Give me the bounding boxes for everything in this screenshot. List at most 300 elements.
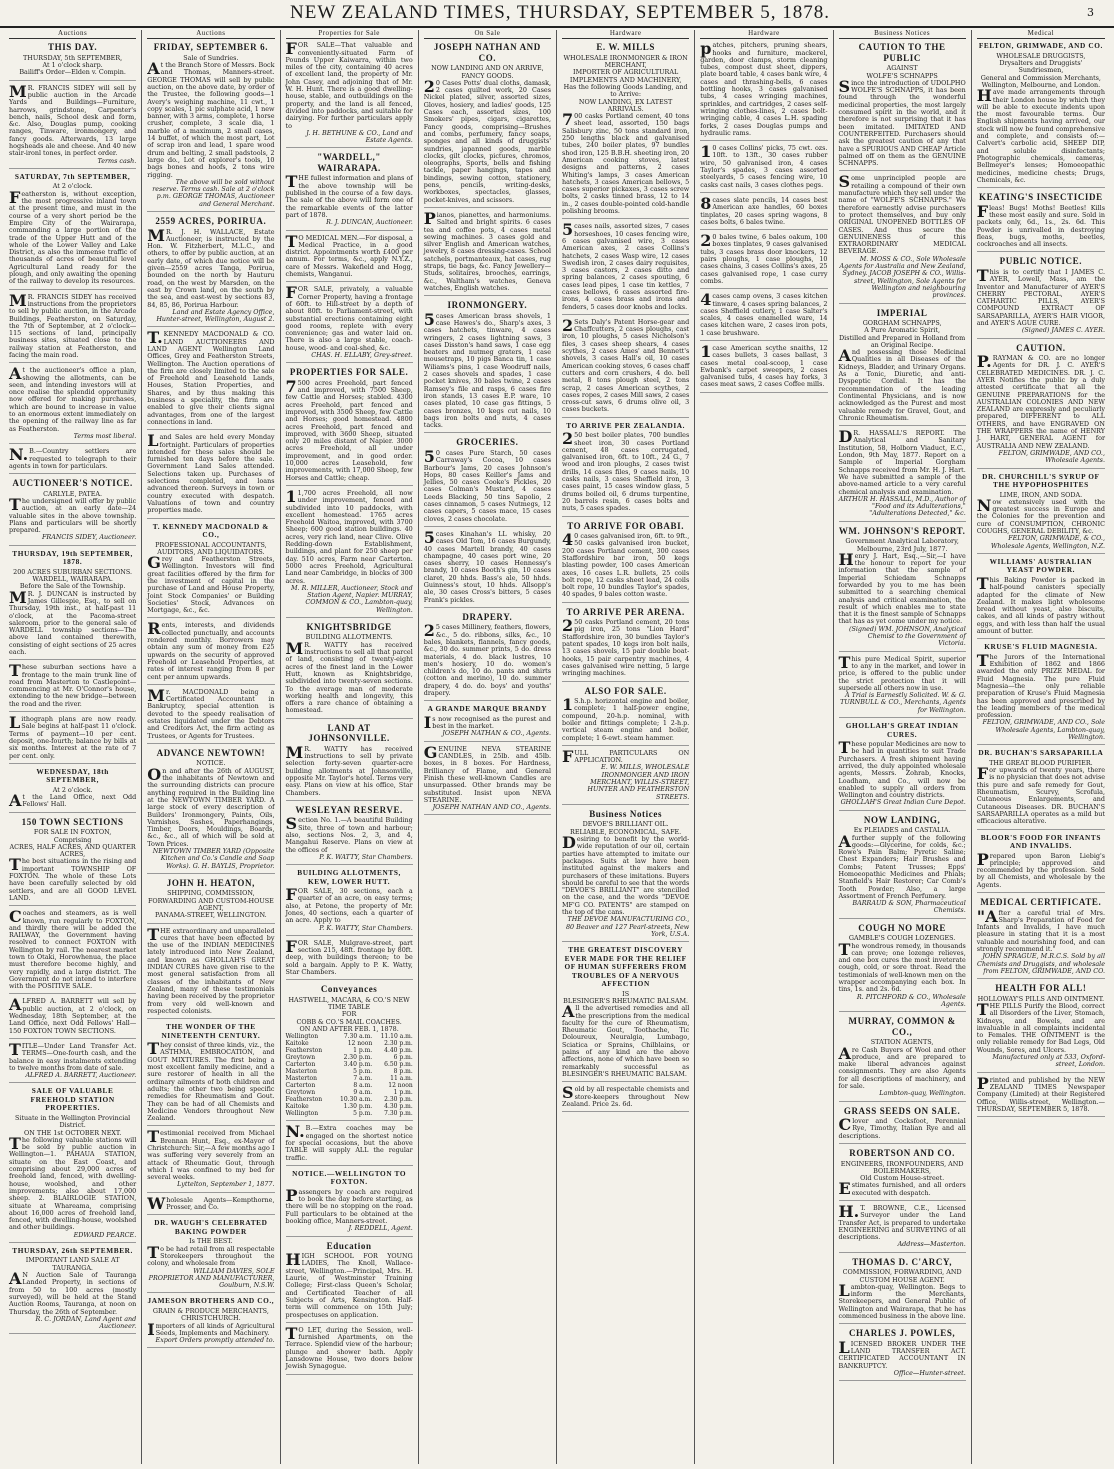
ad-heading: THE WONDER OF THE NINETEENTH CENTURY.	[161, 1022, 261, 1040]
advertisement	[147, 1297, 274, 1348]
ad-body: FOR SALE, Mulgrave-street, part section 215, 48ft. frontage by 80ft. deep, with buildings thereon; to be sold a bargain. Apply to P. K. Watty, Star Chambers.	[285, 936, 413, 977]
advertisement	[424, 705, 551, 741]
advertisement	[9, 817, 136, 906]
ad-heading: WILLIAMS' AUSTRALIAN YEAST POWDER.	[989, 556, 1093, 575]
advertisement	[838, 427, 966, 522]
timetable-cell: Masterton	[285, 1075, 318, 1083]
ad-signature: M. R. MILLER, Auctioneer, Stock and Station Agent, Napier. MURRAY, COMMON & CO., Lambton-quay, Wellington.	[291, 583, 413, 614]
timetable-cell: 2.30 p.m.	[343, 1054, 373, 1062]
advertisement	[147, 1219, 274, 1293]
ad-body: For upwards of twenty years, there is no physician that does not advise this pure and safe remedy for Gout, Rheumatism, Scurvy, Scrofula, Cutaneous Enlargements, and Cutaneous Diseases. DR. BUCHAN'S SARSAPARILLA operates as a mild but efficacious alterative.	[976, 764, 1105, 826]
ad-heading: KNIGHTSBRIDGE	[306, 621, 392, 632]
ad-body: To be had retail from all respectable Storekeepers throughout the colony, and wholesale from	[147, 1242, 275, 1268]
page-marker: 3	[1087, 6, 1094, 19]
ad-body: FULL PARTICULARS ON APPLICATION.	[562, 746, 690, 766]
ad-signature: (Signed) JAMES C. AYER.	[1021, 326, 1105, 335]
newspaper-title: NEW ZEALAND TIMES, THURSDAY, SEPTEMBER 5, 1878.	[290, 2, 830, 23]
ad-body: N.B.—Extra coaches may be engaged on the shortest notice for special occasions, but the above TABLE will supply ALL the regular traffic.	[285, 1122, 413, 1162]
timetable-cell: 2.30 p.m.	[384, 1040, 413, 1048]
advertisement	[9, 768, 136, 813]
masthead	[0, 0, 1114, 28]
ad-body: This Baking Powder is packed in half-pound canisters specially adapted for the climate of New Zealand. It makes light wholesome bread without yeast, also biscuits, cakes, and all kinds of pastry without eggs, and with less than half the usual amount of butter.	[976, 573, 1105, 635]
advertisement	[286, 723, 413, 801]
advertisement	[839, 815, 966, 919]
timetable-cell: 4.40 p.m.	[384, 1047, 413, 1055]
ad-body: Printed and published by the NEW ZEALAND TIMES Newspaper Company (Limited) at their Registered Office, Willis-street, Wellington.—THURSDAY, SEPTEMBER 5, 1878.	[976, 1073, 1105, 1113]
ad-subheading: ENGINEERS, IRONFOUNDERS, AND BOILERMAKERS,	[840, 1159, 964, 1175]
advertisement	[700, 231, 828, 289]
ad-signature: JOSEPH NATHAN & CO., Agents.	[442, 729, 551, 738]
timetable-cell: 1 p.m.	[353, 1047, 373, 1055]
ad-heading: TO ARRIVE PER ARENA.	[566, 606, 685, 617]
ad-subheading: LIME, IRON, AND SODA.	[999, 490, 1083, 499]
advertisement	[839, 1328, 966, 1381]
ad-subheading: PROFESSIONAL ACCOUNTANTS, AUDITORS, AND LIQUIDATORS.	[155, 540, 267, 556]
column-section-head: On Sale	[424, 30, 551, 39]
advertisement	[9, 995, 137, 1038]
ad-subheading: HASTWELL, MACARA, & CO.'S NEW TIME TABLE	[288, 995, 410, 1012]
column-section-head: Hardware	[700, 30, 827, 39]
ad-body: Desiring to benefit by the world-wide reputation of our oil, certain parties have attempted to imitate our packages. Suits at law have been instituted against the makers and purchasers of these imitations. Buyers should be careful to see that the words "DEVOE'S BRILLIANT" are stencilled on the case, and the words "DEVOE MF'G CO. PATENTS" are stamped on the top of the cans.	[562, 833, 690, 916]
advertisement	[838, 652, 966, 718]
advertisement	[147, 431, 275, 518]
ad-heading: FRIDAY, SEPTEMBER 6.	[153, 42, 269, 53]
timetable-cell: Greytown	[285, 1089, 316, 1097]
advertisement	[147, 878, 274, 924]
ad-body: DR. HASSALL'S REPORT. The Analytical and Sanitary Institution, 58, Holborn Viaduct, E.C., London, 9th May, 1877. Report on a Sample of Imperial Gorgham Schnapps received from Mr. H. J. Hart. We have submitted a sample of the above-named article to a very careful chemical analysis and examination.	[838, 427, 966, 496]
advertisement	[977, 256, 1105, 338]
ad-subheading: Bailiff's Order—Elden v. Compin.	[19, 68, 126, 77]
advertisement	[977, 343, 1105, 469]
advertisement	[839, 308, 966, 427]
advertisement	[147, 1127, 275, 1192]
ad-signature: Land and Estate Agency Office, Hunter-street, Wellington, August 2.	[156, 307, 275, 324]
column-section-head: Properties for Sale	[286, 30, 413, 39]
advertisement	[839, 42, 966, 171]
ad-subheading: NOW LANDING, EX LATEST ARRIVALS.	[578, 97, 673, 113]
ad-signature: (Signed) WM. JOHNSON, Analytical Chemist to the Government of Victoria.	[848, 624, 966, 648]
ad-body: Importers of all kinds of Agricultural Seeds, Implements and Machinery.	[147, 1319, 275, 1339]
ad-heading: Education	[326, 1240, 372, 1251]
advertisement	[286, 367, 413, 486]
ad-signature: Lambton-quay, Wellington.	[879, 1089, 966, 1098]
timetable-cell: 11 a.m.	[390, 1075, 413, 1083]
ad-body: Prepared upon Baron Liebig's principle; approved and recommended by the profession. Sold by all Chemists, and wholesale by the Agents.	[976, 849, 1105, 889]
timetable-cell: Kaitoke	[285, 1103, 309, 1111]
advertisement	[839, 923, 966, 1012]
ad-subheading: HOLLOWAY'S PILLS AND OINTMENT.	[977, 994, 1105, 1003]
ad-heading: GHOLLAH'S GREAT INDIAN CURES.	[845, 721, 959, 739]
ad-signature: FELTON, GRIMWADE, AND CO., Sole Wholesale Agents, Lambton-quay, Wellington.	[982, 718, 1105, 742]
column-section-head: Auctions	[147, 30, 274, 39]
ad-heading: E. W. MILLS	[596, 42, 655, 53]
ad-heading: PUBLIC NOTICE.	[999, 256, 1083, 267]
ad-body: These popular Medicines are now to be had in quantities to suit Trade Purchasers. A fresh shipment having arrived, the duly appointed wholesale agents, Messrs. Zohrab, Knocks, Loadham, and Co., will now be enabled to supply all orders from Wellington and country districts.	[838, 738, 966, 800]
ad-signature: JOHN SPRAGUE, M.R.C.S. Sold by all Chemists and Druggists, and wholesale from FELTON, GRIMWADE, AND CO.	[976, 952, 1105, 975]
advertisement	[839, 1106, 966, 1144]
ad-body: MR. WATTY has received instructions to sell all that parcel of land, consisting of twenty-eight acres of the finest land in the Lower Hutt, known as Knightsbridge, subdivided into twenty-seven sections. To the average man of moderate working health and longevity, this offers a rare chance of obtaining a homestead.	[285, 638, 413, 715]
ad-body: This is to certify that I JAMES C. AYER, Lowell, Mass, am the Inventor and Manufacturer of AYER'S CHERRY PECTORAL, AYER'S CATHARTIC PILLS, AYER'S COMPOUND EXTRACT OF SARSAPARILLA, AYER'S HAIR VIGOR, and AYER'S AGUE CURE.	[976, 265, 1105, 327]
ad-heading: CHARLES J. POWLES,	[848, 1328, 956, 1339]
timetable-cell: 6 p.m.	[393, 1054, 413, 1062]
ad-subheading: Situate in the Wellington Provincial District.	[15, 1113, 131, 1130]
ad-body: 20 Cases Potts' dual cloths, damask, 2 cases quilted work, 20 Cases Nickel plated, silver, assorted sizes, Gloves, hosiery, and ladies' goods, 125 Cases each, assorted sizes, 100 Smokers' pipes, cigars, cigarettes, Fancy goods, comprising—Brushes and combs, perfumery, fancy soaps, sponges and all kinds of druggists' sundries, japanned goods, marble clocks, gilt clocks, pictures, chromos, oleographs, Sports, bells and fishing tackle, paper hangings, tapes and bindings, sewing cotton, stationery, pens, pencils, writing-desks, workboxes, spectacles, glasses, pocket-knives, and scissors.	[423, 76, 551, 204]
ad-body: Grey and Featherston Streets, Wellington. Investors will find great facilities offered by the firm for the investment of capital in the purchase of Land and House Property, Joint Stock Companies' or Building Societies' Stock, Advances on Mortgage, &c., &c.	[147, 553, 275, 615]
ad-body: H.T. BROWNE, C.E., Licensed Surveyor under the Land Transfer Act, is prepared to undertake ENGINEERING and SURVEYING of all descriptions.	[838, 1202, 966, 1242]
ad-body: Pianos, pianettes, and harmoniums. Salted and bright spirits. 6 cases tea and coffee pots, 4 cases metal sewing machines. 3 cases gold and silver English and American watches, jewelry, 8 cases dressing-cases. School satchels, portmanteaux, hat cases, rug straps, tie bags, &c. Fancy Jewellery—Studs, solitaires, brooches, earrings, &c., Waltham's watches, Geneva watches, English watches.	[423, 208, 551, 292]
advertisement	[700, 39, 828, 141]
ad-subheading: WHOLESALE DRUGGISTS,	[996, 51, 1086, 60]
ad-body: MR. J. H. WALLACE, Estate Auctioneer, is instructed by the Hon. W. Fitzherbert, M.L.C., and others, to offer by public auction, at an early date, of which due notice will be given—2559 acres Tanga, Porirua, bounded on the north by Hauturu road, on the west by Marsden, on the east by Crown land, on the south by the sea, and east-west by sections 83, 84, 85, 86, Porirua Harbour.	[147, 225, 275, 309]
ad-body: "After a careful trial of Mrs. Sharp's Preparation of Food for Infants and Invalids, I have much pleasure in stating that it is a most valuable and nourishing food, and can strongly recommend it."	[976, 906, 1105, 953]
ad-signature: P. K. WATTY, Star Chambers.	[319, 923, 413, 932]
ad-signature: JOSEPH NATHAN AND CO., Agents.	[432, 803, 551, 812]
advertisement	[285, 1323, 413, 1375]
advertisement	[977, 897, 1105, 979]
ad-subheading: THE GREAT BLOOD PURIFIER.	[989, 758, 1093, 767]
ad-subheading: Distilled and Prepared in Holland from an Original Recipe.	[839, 333, 966, 349]
ad-heading: IMPERIAL	[876, 307, 928, 318]
ad-body: 5cases American brass shovels, 1 case Hawes's do., Sharp's axes, 3 cases hatchets, tinware, 4 cases wringers, 2 cases lightning saws, 3 cases Disston's hand saws, 1 case egg beaters and nutmeg graters, 1 case mousetraps, 10 pigs Banca tin, 1 case Wiliams's pins, 1 case Woodruff nails, 2 cases shovels and spades, 1 case pocket knives, 30 bales twine, 2 cases Ramsey's file and rasps, 6 cases fire iron stands, 13 cases E.P. ware, 10 cases plated, 10 case gas fittings, 5 cases bronzes, 10 kegs cut nails, 10 bags iron bolts and nuts, 4 cases tacks.	[423, 309, 551, 430]
timetable-cell: Wellington	[285, 1110, 319, 1118]
ad-subheading: NOTICE.	[196, 759, 226, 768]
ad-subheading: GAMBLE'S COUGH LOZENGES.	[848, 934, 956, 943]
column-7	[834, 30, 972, 1464]
advertisement	[977, 983, 1105, 1072]
ad-subheading: AGAINST	[886, 64, 918, 73]
ad-body: The following valuable stations will be sold by public auction in Wellington—1. PAHAUA STATION, situate on the East Coast, and comprising about 29,000 acres of freehold land, fenced, with dwelling-house, woolshed, and other improvements; also about 17,000 sheep. 2. BLAIRLOGIE STATION, situate at Whareama, comprising about 16,000 acres of freehold land, fenced, with dwelling-house, woolshed and other buildings.	[9, 1133, 137, 1232]
timetable-cell: 6.50 p.m.	[384, 1061, 413, 1069]
ad-subheading: At 1 o'clock sharp.	[42, 61, 103, 70]
advertisement	[838, 1202, 966, 1253]
timetable-cell: 5 p.m.	[353, 1068, 373, 1076]
ad-signature: R. PITCHFORD & CO., Wholesale Agents.	[856, 992, 966, 1008]
ad-heading: MEDICAL CERTIFICATE.	[980, 897, 1102, 908]
ad-body: Wholesale Agents—Kempthorne, Prosser, and Co.	[147, 1193, 275, 1213]
advertisement	[285, 283, 413, 363]
ad-heading: DR. BUCHAN'S SARSAPARILLA	[978, 748, 1104, 758]
ad-heading: THIS DAY.	[47, 42, 98, 53]
ad-signature: J. H. BETHUNE & CO., Land and Estate Agents.	[306, 128, 413, 145]
ad-signature: The above will be sold without reserve. Terms cash. Sale at 2 o'clock p.m. GEORGE THOMAS, Auctioneer and General Merchant.	[152, 177, 275, 208]
advertisement	[977, 834, 1105, 893]
ad-signature: Export Orders promptly attended to.	[155, 1336, 275, 1345]
advertisement	[147, 685, 275, 744]
ad-body: All the advertised remedies and all the prescriptions from the medical faculty for the cure of Rheumatism, Rheumatic Gout, Toothache, Tic Doloureux, Neuralgia, Lumbago, Sciatica or Sprains, Chilblains, or pains of any kind are the above affections, none of which have been so remarkably successful as BLESINGER'S RHEUMATIC BALSAM.	[562, 1002, 690, 1078]
ad-body: patches, pitchers, pruning shears, hooks and furniture, mackerel, garden, door clamps, storm cleaning tubes, compost dust sheet, dippers, plate board table, 4 cases bank wire, 4 cases and thrashing-bells, 6 cases bottling hooks, 3 cases galvanised tubs, 4 cases wringing machines, sprinkles, and cartridges, 2 cases self-wringing clothes-lines, 2 cases bolt-wringing cable, 4 cases L.H. spading forks, 2 cases Douglas pumps and hydraulic rams.	[700, 39, 828, 137]
advertisement	[976, 1073, 1105, 1117]
ad-body: Now extensively used with the greatest success in Europe and the Colonies for the prevention and cure of CONSUMPTION, CHRONIC COUGHS, GENERAL DEBILITY, &c.	[976, 495, 1105, 536]
ad-subheading: FORWARDING AND CUSTOM-HOUSE AGENT,	[147, 896, 274, 912]
timetable-cell: 2.30 p.m.	[384, 1096, 413, 1104]
timetable-cell: Featherston	[285, 1047, 323, 1055]
ad-body: The best situations in the rising and important TOWNSHIP OF FOXTON. The whole of these Lots have been carefully selected by old settlers, and are all GOOD LEVEL LAND.	[9, 855, 137, 902]
timetable-cell: 12 noon	[347, 1040, 373, 1048]
advertisement	[9, 550, 136, 661]
advertisement	[424, 42, 551, 208]
ad-subheading: WHOLESALE IRONMONGER & IRON MERCHANT,	[563, 53, 688, 70]
ad-heading: DR. WAUGH'S CELEBRATED BAKING POWDER	[154, 1218, 268, 1236]
advertisement	[286, 984, 413, 1121]
ad-body: Clover and Cocksfoot, Perennial Rye, Timothy, Italian Rye and all descriptions.	[838, 1115, 966, 1140]
advertisement	[424, 300, 551, 433]
ad-body: MR. J. DUNCAN is instructed by James Gillespie, Esq., to sell on Thursday, 19th inst., at half-past 11 o'clock, at the Pacoma-street saleroom, prior to the general sale of WARDELL township sections—The above land contained therewith, consisting of eight sections of 25 acres each.	[9, 587, 137, 656]
advertisement	[977, 749, 1105, 829]
ad-body: THE extraordinary and unparalleled cures that have been effected by the use of the INDIAN MEDICINES lately introduced into New Zealand, and known as GHOLLAH'S GREAT INDIAN CURES have given rise to the most general satisfaction from all classes of the inhabitants of New Zealand, many of these testimonials having been received by the proprietor from very old well-known and respected colonists.	[147, 924, 275, 1015]
ad-signature: A Trial is Earnestly Solicited. W. & G. TURNBULL & CO., Merchants, Agents for Wellington.	[840, 691, 966, 714]
ad-subheading: BLESINGER'S RHEUMATIC BALSAM.	[563, 996, 689, 1005]
timetable-row	[286, 1103, 413, 1110]
timetable-cell: 10.30 a.m.	[340, 1096, 373, 1104]
ad-body: 40 cases galvanised iron, 6ft. to 9ft., 50 casks galvanised iron bucket, 200 cases Portland cement, 300 cases Staffordshire bar iron, 50 kegs blasting powder, 100 cases American axes, 16 cases L.R. bullets, 25 coils bolt rope, 12 casks sheet lead, 24 coils bolt rope, 10 bundles Taylor's spades, 40 spades, 9 bales cotton waste.	[562, 530, 690, 599]
ad-body: Estimates furnished, and all orders executed with despatch.	[838, 1179, 966, 1199]
ad-subheading: Wellington, Melbourne, and London.	[981, 80, 1101, 89]
advertisement	[286, 869, 413, 936]
ad-subheading: FANCY GOODS.	[461, 71, 514, 80]
ad-heading: MURRAY, COMMON & CO.,	[848, 1016, 956, 1037]
ad-subheading: IS	[622, 989, 630, 998]
ad-heading: LAND AT JOHNSONVILLE.	[308, 722, 390, 744]
timetable-cell: 4.30 p.m.	[384, 1103, 413, 1111]
advertisement	[9, 42, 136, 80]
coach-timetable	[286, 1033, 413, 1117]
ad-subheading: THURSDAY, 5th SEPTEMBER,	[23, 53, 123, 62]
ad-heading: BLOOR'S FOOD FOR INFANTS AND INVALIDS.	[980, 832, 1102, 851]
ad-subheading: Sale of Sundries.	[183, 53, 239, 62]
ad-body: Passengers by coach are required to book the day before starting, as there will be no stopping on the road. Full particulars to be obtained at the booking office, Manners-street.	[285, 1185, 413, 1226]
ad-heading: GROCERIES.	[456, 437, 519, 448]
ad-heading: "WARDELL," WAIRARAPA.	[317, 152, 381, 173]
ad-body: Featherston is, without exception, the most progressive inland town at the present time, and must in the course of a very short period be the Empire City of the Wairarapa, commanding a large portion of the trade of the Upper Hutt and of the whole of the Lower Valley and Lake District, as also the immense traffic of thousands of acres of beautiful level Agricultural Land ready for the plough, and only awaiting the opening of the railway to develop its resources.	[9, 187, 137, 286]
ad-body: 250 best boiler plates, 700 bundles sheet iron, 30 cases Portland cement, 48 cases corrugated, galvanised iron, 6ft. to 10ft., 24 G., 7 wood and iron ploughs, 2 cases twist drills, 14 cases files, 9 cases nails, 10 casks nails, 3 cases Sheffield iron, 3 cases paint, 15 cases window glass, 5 drums boiled oil, 6 drums turpentine, 20 barrels resin, 6 cases bolts and nuts, 5 cases spades.	[562, 429, 690, 513]
ad-body: Lithograph plans are now ready. Sale begins at half-past 11 o'clock. Terms of payment—10 per cent. deposit, one-fourth; balance by bills at six months. Interest at the rate of 7 per cent. only.	[9, 713, 137, 760]
ad-body: The Jurors of the International Exhibition of 1862 and 1866 awarded the only PRIZE MEDAL for Fluid Magnesia. The pure Fluid Magnesia—the only reliable preparation of Kruse's Fluid Magnesia has been approved and prescribed by the leading members of the medical profession.	[976, 650, 1105, 720]
ad-subheading: ON AND AFTER FEB. 1, 1878.	[299, 1025, 399, 1034]
ad-subheading: CARLYLE, PATEA.	[43, 489, 103, 498]
ad-body: Have made arrangements through their London house by which they will be able to execute indents upon the most favourable terms. Our English shipments having arrived, our stock will now be found comprehensive and complete, and consists of:—Calvert's carbolic acid, SHEEP DIP, and soluble disinfectants; Photographic chemicals, cameras, Bellmeyer's lenses; Homoeopathic medicines, medicine chests; Drugs, Chemicals, &c.	[976, 86, 1105, 184]
ad-signature: Office—Hunter-street.	[893, 1369, 966, 1378]
ad-subheading: Is THE BEST.	[189, 1237, 233, 1246]
ad-body: The undersigned will offer by public auction, at an early date—24 valuable sites in the above township. Plans and particulars will be shortly prepared.	[9, 494, 137, 535]
ad-subheading: At 2 o'clock.	[52, 785, 93, 794]
ad-body: 7500 acres Freehold, part fenced and improved, with 7500 Sheep, few Cattle and Horses; stabled. 4300 acres Freehold, part fenced and improved, with 3500 Sheep, few Cattle and Horses; good homestead. 4800 acres Freehold, part fenced and improved, with 3600 Sheep, situated only 20 miles distant of Napier. 3000 acres Freehold, all under improvement, and in good order. 10,000 acres Leasehold, few improvements, with 17,000 Sheep, few Horses and Cattle; cheap.	[285, 376, 413, 482]
ad-subheading: BUILDING ALLOTMENTS.	[305, 633, 393, 642]
ad-heading: Conveyances	[320, 984, 378, 995]
ad-heading: WESLEYAN RESERVE.	[295, 804, 403, 815]
ad-body: Afurther supply of the following goods:—Glycerine, for colds, &c.; Rowe's Pain Balm; Pyretic Saline; Chest Expanders; Hair Brushes and Combs; Patent Trusses; Epps' Homoeopathic Medicines and Phials; Stanfield's Hair Restorer; Car Comb's Tooth Powder; Also, a large Assortment of French Perfumery.	[838, 831, 966, 900]
ad-heading: CAUTION.	[1016, 342, 1066, 353]
ad-body: GENUINE NEVA STEARINE CANDLES, in 25lb. and 45lb. boxes, in 8 boxes. For Hardness, Brilliancy of Flame, and General Finish these well-known Candles are unsurpassed. Other brands may be substituted. Insist upon NEVA STEARINE.	[423, 742, 551, 804]
timetable-cell: 1.30 p.m.	[343, 1103, 373, 1111]
advertisement	[286, 152, 413, 230]
advertisement	[285, 486, 413, 618]
ad-body: THE PILLS Purify the Blood, correct all Disorders of the Liver, Stomach, Kidneys, and Bowels, and are invaluable in all complaints incidental to Females. THE OINTMENT is the only reliable remedy for Bad Legs, Old Wounds, Sores, and Ulcers.	[976, 999, 1105, 1054]
advertisement	[9, 445, 137, 474]
column-section-head: Business Notices	[839, 30, 966, 39]
ad-body: At the auctioneer's office a plan, showing the allotments, can be seen, and intending investors will at once realise the splendid opportunity now offered for making purchases, which are bound to increase in value to an enormous extent immediately on the opening of the railway line as far as Featherston.	[9, 364, 137, 433]
ad-body: T.KENNEDY MACDONALD & CO. LAND AUCTIONEERS AND LAND AGENT Wellington Land Offices, Grey and Featherston Streets, Wellington. The Auction operations of the firm are closely limited to the sale of Freehold and Leasehold Lands, Houses, Station Properties, and Shares, and by thus making this business a speciality, the firm are enabled to give their clients signal advantages, from one of the largest connections in land.	[147, 328, 275, 426]
timetable-cell: 7.30 a.m.	[343, 1033, 373, 1041]
ad-body: They consist of three kinds, viz., the ASTHMA, EMBROCATION, and GOUT MIXTURES. The first being a most excellent family medicine, and a sure restorer of health in all the ordinary ailments of both children and adults; the other two being specific remedies for Rheumatism and Gout. They can be had of all Chemists and Medicine Vendors throughout New Zealand.	[147, 1039, 275, 1123]
advertisement	[9, 173, 136, 290]
ad-heading: CAUTION TO THE PUBLIC	[858, 42, 946, 63]
advertisement	[424, 612, 551, 701]
ad-body: 250 casks Portland cement, 20 tons pig iron, 25 tons "Lion Hard" Staffordshire iron, 30 bundles Taylor's patent spades, 10 kegs iron bolt nails, 13 cases shovels, 15 pair double boat-hooks, 15 pair carpentry machines, 4 cases galvanised wire netting, 5 large wringing machines.	[562, 616, 690, 678]
advertisement	[9, 1039, 137, 1083]
advertisement	[285, 936, 413, 980]
advertisement	[147, 924, 275, 1020]
advertisement	[839, 1016, 966, 1101]
ad-body: These suburban sections have a frontage to the main trunk line of road from Masterton to Castlepoint—commencing at Mr. O'Connor's house, extending to the new bridge—between the road and the river.	[9, 661, 137, 708]
ad-body: Section No. 1.—A beautiful Building Site, three of town and harbour; also, sections Nos. 2, 3, and 4, Mangahui Reserve. Plans on view at the offices of	[285, 814, 413, 854]
advertisement	[562, 315, 690, 418]
ad-heading: NOW LANDING,	[863, 814, 941, 825]
advertisement	[286, 1241, 413, 1323]
ad-heading: Business Notices	[589, 808, 663, 819]
ad-body: 10 cases Collins' picks, 75 cwt. ozs. 10ft. to 13ft., 30 cases rubber wire, 50 galvanised iron, 4 cases Taylor's spades, 3 cases assorted steelyards, 5 cases fencing wire, 10 casks cast nails, 3 cases clothes pegs.	[700, 142, 828, 189]
ad-signature: R. J. DUNCAN, Auctioneer.	[326, 218, 413, 227]
advertisement	[9, 478, 136, 546]
advertisement	[147, 1193, 275, 1216]
ad-heading: ADVANCE NEWTOWN!	[156, 747, 266, 758]
ad-body: 1case American scythe snaiths, 12 cases bullets, 3 cases ballast, 3 cases metal coal-scoop, 1 case Ewbank's carpet sweepers, 2 cases galvanised tubs, 4 cases hay forks, 3 cases meat saws, 2 cases Coffee mills.	[700, 341, 828, 389]
timetable-row	[286, 1033, 413, 1040]
timetable-cell: 1 p.m.	[393, 1089, 413, 1097]
ad-heading: SATURDAY, 7th SEPTEMBER,	[14, 171, 131, 181]
ad-body: Some unprincipled people are retailing a compound of their own manufacture which they sell under the name of "WOLFE'S SCHNAPPS." We therefore earnestly advise purchasers to protect themselves, and buy only ORIGINAL UNOPENED BOTTLES OF CASES. And thus secure the GENUINENESS of this EXTRAORDINARY MEDICAL BEVERAGE.	[838, 172, 966, 256]
ad-heading: 2559 ACRES, PORIRUA.	[155, 216, 267, 227]
advertisement	[147, 619, 275, 684]
ad-heading: HEALTH FOR ALL!	[995, 983, 1087, 994]
ad-subheading: Drysalters and Druggists' Sundriesmen,	[999, 59, 1083, 75]
column-1	[4, 30, 142, 1464]
ad-body: At the Branch Store of Messrs. Bock and Thomas, Manners-street. GEORGE THOMAS will sell by public auction, on the above date, by order of the Trustee, the following goods—1 Avery's weighing machine, 11 cwt., 1 copy scales, 1 pic sulphate acid, 1 new banner, with 3 arms, complete, 1 horse crusher, complete, 3 scale dia, 1 marble of a maximum, 2 small cases, 14 buffet, of which the most part, Lot of scrap iron and lead, 1 spare wood drum and belting, 2 small padstools, 2 large do., Lot of explorer's tools, 10 bags bones and hoofs, 2 tons wire rigging.	[147, 59, 275, 179]
ad-body: Mr. MACDONALD being a Certificated Accountant in Bankruptcy, special attention is devoted to the speedy realisation of estates liquidated under the Debtors and Creditors Act, the firm acting as Trustees, or Agents for Trustees.	[147, 685, 275, 740]
ad-body: The wondrous remedy, in thousands can prove; one lozenge relieves, and one box cures the most inveterate cough, cold, or sore throat. Read the testimonials of well-known men on the wrapper accompanying each box. In tins, 1s. and 2s. 6d.	[838, 939, 966, 994]
ad-subheading: GRAIN & PRODUCE MERCHANTS,	[152, 1306, 269, 1315]
ad-heading: T. KENNEDY MACDONALD & CO.,	[152, 521, 269, 540]
ad-body: HIGH SCHOOL FOR YOUNG LADIES, The Knoll, Wallace-street, Wellington.—Principal, Mrs. H. Laurie, of Westminster Training College; First-class Queen's Scholar, and Certificated Teacher of all Subjects of Arts, Kensington. Half-term will commence on 15th July; prospectuses on application.	[285, 1250, 413, 1319]
ad-heading: AUCTIONEER'S NOTICE.	[12, 478, 133, 489]
ad-signature: ALFRED A. BARRETT, Auctioneer.	[25, 1071, 137, 1080]
ad-signature: J. REDDELL, Agent.	[348, 1224, 413, 1233]
ad-body: Are Cash Buyers of Wool and other produce, and are prepared to make liberal advances against consignments. They are also Agents for all descriptions of machinery, and for sale.	[838, 1043, 966, 1091]
ad-body: At the Land Office, next Odd Fellows' Hall.	[9, 791, 137, 811]
ad-heading: DRAPERY.	[462, 611, 513, 622]
timetable-cell: Wellington	[285, 1033, 319, 1041]
ad-signature: BARRAUD & SON, Pharmaceutical Chemists.	[852, 899, 966, 915]
ad-heading: WM. JOHNSON'S REPORT.	[838, 525, 966, 536]
ad-body: 25 cases Millinery, feathers, flowers, &c., 5 do. ribbons, silks, &c., 10 bales, blankets, flannels, fancy goods, &c., 30 do. summer prints, 5 do. dress materials, 4 do. black lustres, 10 men's hosiery, 10 do. women's children's do, 10 do. pants and shirts (cotton and merino), 10 do. summer drapery, 4 do. do. boys' and youths' drapery.	[423, 621, 551, 698]
ad-body: This pure Medical Spirit, superior to any in the market, and lower in price, is offered to the public under the strict protection that it will supersede all others now in use.	[838, 652, 966, 692]
timetable-row	[286, 1061, 413, 1068]
advertisement	[562, 607, 689, 682]
ad-subheading: General and Commission Merchants,	[980, 73, 1101, 82]
ad-body: FOR SALE—That valuable and conveniently-situated Farm of Pounds Upper Kaiwarra, within two miles of the city, containing 40 acres of excellent land, the property of Mr. John Casey, and adjoining that of Mr. W. H. Hunt. There is a good dwelling-house, stable, and outbuildings on the property, and the land is all fenced, divided into paddocks, and suitable for dairying. For further particulars apply to	[285, 39, 413, 130]
advertisement	[286, 622, 413, 719]
ad-signature: FELTON, GRIMWADE, & CO., Wholesale Agents, Wellington, N.Z.	[990, 534, 1105, 550]
advertisement	[977, 42, 1105, 188]
ad-body: On and after the 26th of AUGUST, the inhabitants of Newtown and the surrounding districts can procure anything required in the Building line at the NEWTOWN TIMBER YARD. A large stock of every description of Builders' Ironmongery, Paints, Oils, Varnishes, Sashes, Paperhangings, Timber, Doors, Mouldings, Boards, &c., &c., all of which will be sold at Town Prices.	[147, 764, 275, 848]
ad-heading: FELTON, GRIMWADE, AND CO.	[978, 41, 1103, 51]
ad-signature: R. C. JORDAN, Land Agent and Auctioneer.	[35, 1314, 137, 1331]
column-3	[281, 30, 419, 1464]
ad-heading: TO ARRIVE PER ZEALANDIA.	[566, 420, 686, 430]
advertisement	[977, 643, 1105, 745]
timetable-cell: 11.10 a.m.	[380, 1033, 413, 1041]
ad-body: Land Sales are held every Monday fortnight. Particulars of properties intended for these sales should be furnished ten days before the sale. Government Land Sales attended. Selections taken up. Purchases of selections completed, and loans advanced thereon. Surveys in town or country executed with despatch. Valuations of town and country properties made.	[147, 431, 275, 515]
ad-subheading: 200 ACRES SUBURBAN SECTIONS.	[13, 567, 133, 576]
timetable-cell: Featherston	[285, 1096, 323, 1104]
ad-subheading: Government Analytical Laboratory,	[845, 537, 959, 546]
ad-subheading: NOW LANDING AND ON ARRIVE,	[431, 64, 544, 73]
ad-body: Is now recognised as the purest and best in the market.	[423, 712, 551, 732]
ad-signature: E. W. MILLS, WHOLESALE IRONMONGER AND IRON MERCHANT, WILLIS-STREET, HUNTER AND FEATHERSTON STREETS.	[587, 763, 690, 801]
ad-signature: Terms cash.	[97, 156, 137, 165]
advertisement	[424, 437, 551, 526]
advertisement	[839, 722, 966, 811]
ad-body: MR. FRANCIS SIDEY will sell by public auction in the Arcade Yards and Buildings—Furniture, harrows, grindstone, Carpenter's bench, nails, School desk and form, &c. Also, Douglas pump, cooking ranges, Tinware, ironmongery, and fancy goods. Afterwards, 13 large hogsheads ale and cheese. And 40 new stair-ironl tones, in perfect order.	[9, 81, 137, 158]
advertisement	[423, 527, 551, 608]
timetable-cell: 8 a.m.	[353, 1082, 373, 1090]
timetable-cell: 3.40 p.m.	[343, 1061, 373, 1069]
advertisement	[9, 1247, 136, 1334]
advertisement	[9, 661, 137, 712]
ad-subheading: ACRES, HALF ACRES, AND QUARTER ACRES,	[9, 842, 136, 859]
column-8	[972, 30, 1110, 1464]
ad-body: Coaches and steamers, as is well known, run regularly to FOXTON, and thirdly there will be added the RAILWAY, the Government having resolved to connect FOXTON with Wellington by rail. The nearest market town to Otaki, Horowhenua, the place must therefore become highly, and very rapidly, and a large district. The Government do not intend to interfere with the POSITIVE SALE.	[9, 907, 137, 991]
advertisement	[700, 193, 828, 230]
ad-subheading: A Pure Aromatic Spirit,	[864, 326, 940, 335]
ad-signature: Terms most liberal.	[73, 431, 137, 440]
ad-subheading: WOLFE'S SCHNAPPS	[866, 71, 938, 80]
timetable-cell: 8 p.m.	[393, 1068, 413, 1076]
ad-subheading: Melbourne, 23rd July, 1877.	[856, 544, 948, 553]
ad-subheading: Has the following Goods Landing, and to Arrive:	[563, 82, 688, 99]
ad-body: 5cases Kinahan's LL whisky, 20 cases Old Tom, 16 cases Burgundy, 40 cases Martell brandy, 40 cases champagne, 40 cases port wine, 20 cases sherry, 10 cases Hennessy's brandy, 10 cases Booth's gin, 10 cases claret, 20 hhds. Bass's ale, 50 hhds. Guinness's stout, 10 hhds. Allsopp's ale, 30 cases Cross's bitters, 5 cases Frank's pickles.	[423, 527, 551, 604]
ad-body: AN Auction Sale of Tauranga Landed Property, in sections of from 50 to 100 acres (mostly surveyed), will be held at the Stand Auction Rooms, Tauranga, at noon on Thursday, the 26th of September.	[9, 1269, 137, 1316]
ad-body: 2Sets Daly's Patent Horse-gear and Chaffcutters, 2 cases ploughs, cast iron, 10 ploughs, 5 cases Nicholson's files, 3 cases sheep shears, 4 cases scythes, 2 cases Ames' and Bennett's shovels, 3 cases Hall's oil, 10 cases American cooking stoves, 6 cases chaff cutters and corn crushers, 4 do. bell metal, 8 tons plough steel, 2 tons scrap, 2 cases American scythes, 2 cases ropes, 2 cases Mill saws, 2 cases cross-cut saws, 6 drums olive oil, 3 cases buckets.	[562, 315, 690, 414]
advertisement	[9, 1087, 136, 1243]
timetable-cell: Masterton	[285, 1068, 318, 1076]
advertisement	[700, 142, 828, 193]
advertisement	[839, 526, 966, 652]
ad-signature: P. K. WATTY, Star Chambers.	[319, 852, 413, 861]
ad-signature: EDWARD PEARCE.	[73, 1230, 137, 1239]
ad-body: TITLE—Under Land Transfer Act. TERMS—One-fourth cash, and the balance in easy instalments extending to twelve months from date of sale.	[9, 1039, 137, 1072]
advertisement	[285, 231, 413, 283]
column-section-head: Medical	[977, 30, 1105, 39]
ad-body: MR. WATTY has received instructions to sell by private selection forty-seven quarter-acre building allotments at Johnsonville, opposite Mr. Taylor's hotel. Terms very easy. Plans on view at his office, Star Chambers.	[285, 742, 413, 797]
timetable-cell: 7.30 p.m.	[384, 1110, 413, 1118]
ad-subheading: Ex PLEIADES and CASTALIA.	[853, 826, 951, 835]
ad-body: 4cases camp ovens, 3 cases kitchen tinware, 4 cases spring balances, 2 cases Sheffield cutlery, 1 case Salter's scales, 4 cases enamelled ware, 14 cases kitchen ware, 2 cases iron pots, 1 case brushware.	[700, 290, 828, 337]
advertisement	[977, 558, 1105, 639]
ad-signature: GHOLLAH'S Great Indian Cure Depot.	[840, 798, 966, 807]
timetable-row	[286, 1047, 413, 1054]
ad-body: TO LET, during the Session, well-furnished Apartments, on the Terrace. Splendid view of the harbour; plunge and shower bath. Apply Lansdowne House, two doors below Jewish Synagogue.	[285, 1323, 413, 1371]
advertisement	[700, 341, 828, 393]
column-4	[419, 30, 557, 1464]
ad-subheading: GORGHAM SCHNAPPS,	[862, 319, 942, 327]
ad-signature: WILLIAM DAVIES, SOLE PROPRIETOR AND MANUFACTURER, Goulburn, N.S.W.	[148, 1266, 275, 1290]
timetable-row	[286, 1075, 413, 1082]
ad-body: 1S.h.p. horizontal engine and boiler, complete; 1 half-power engine, compound, 20-h.p. nominal, with boiler and fittings complete; 1 2-h.p. vertical steam engine and boiler, complete; 1 6-ewt. steam hammer.	[562, 695, 690, 742]
ad-heading: KEATING'S INSECTICIDE	[979, 192, 1103, 203]
ad-signature: FRANCIS SIDEY, Auctioneer.	[41, 533, 137, 542]
advertisement	[9, 364, 137, 444]
ad-signature: ARTHUR H. HASSALL, M.D., Author of "Food and its Adulterations," "Adulterations Detected," &c.	[838, 494, 966, 518]
